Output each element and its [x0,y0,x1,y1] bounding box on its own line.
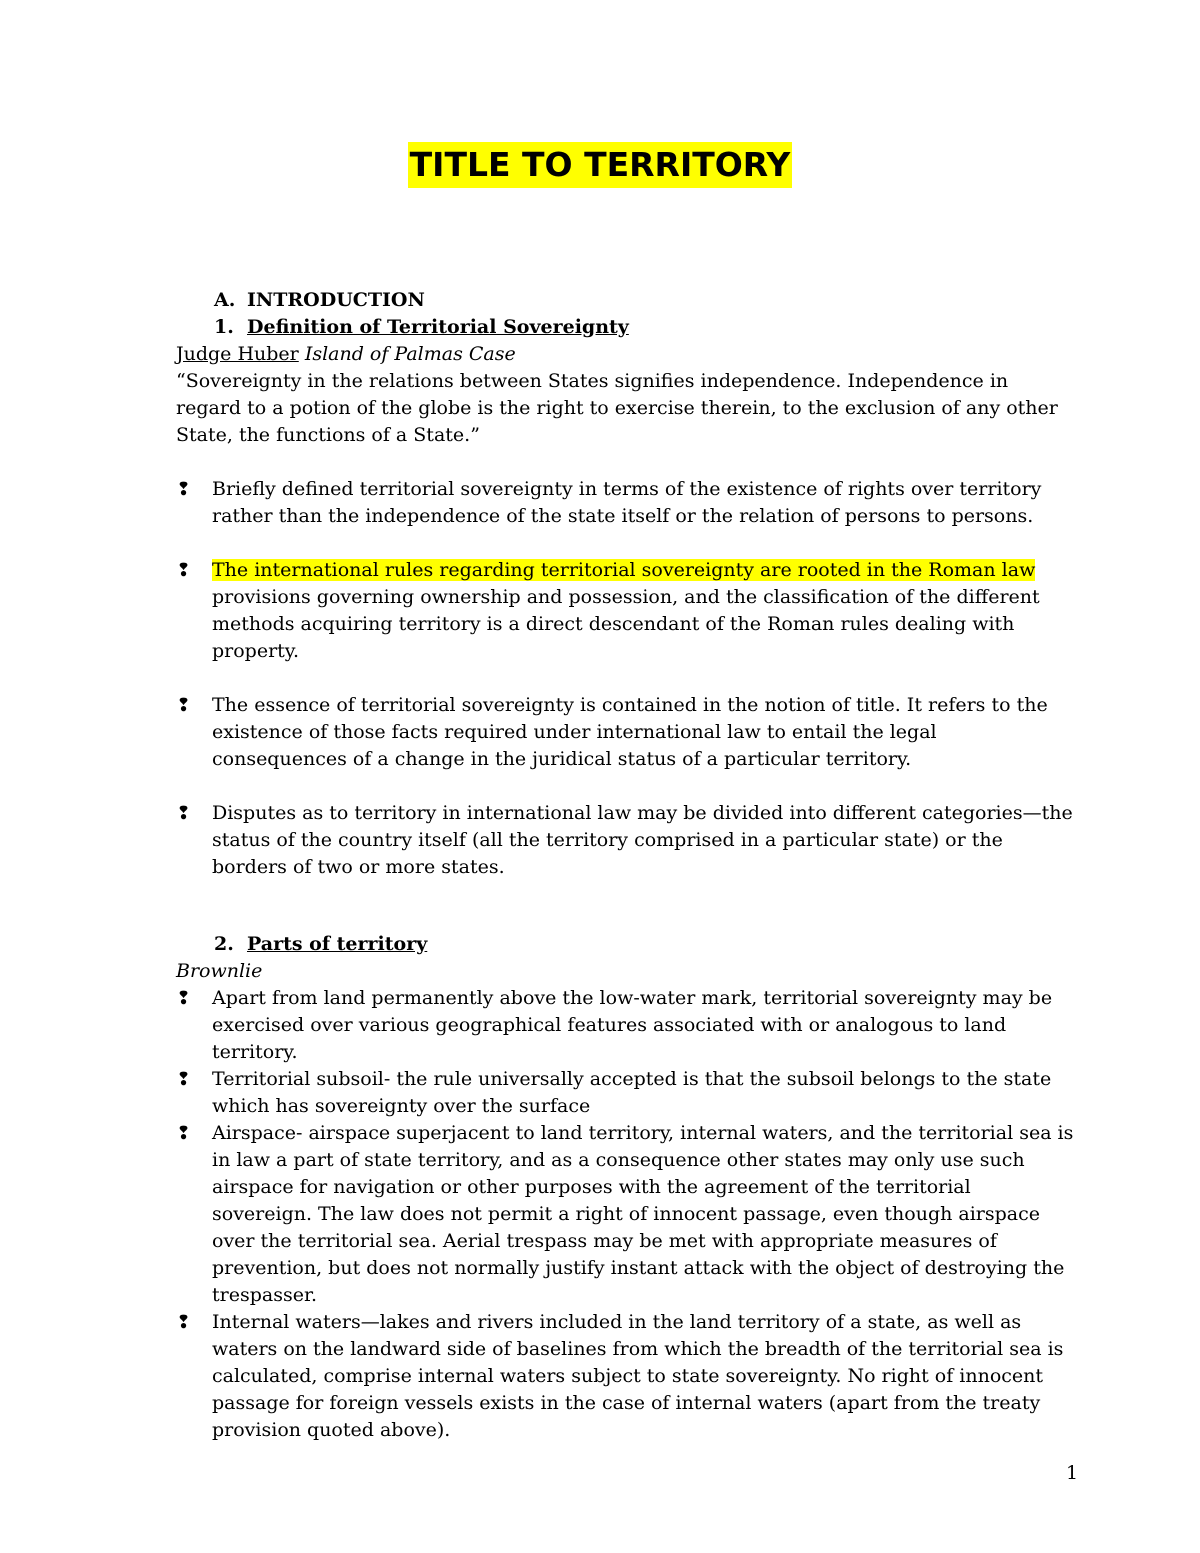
bullet-icon: ❢ [176,560,192,581]
bullet-text: Briefly defined territorial sovereignty in terms of the existence of rights over territory rather than the independence of the state itself or the relation of persons to persons. [212,478,1042,527]
section-a-label: INTRODUCTION [247,289,425,311]
section-2-title: Parts of territory [247,933,428,955]
bullet-text: Territorial subsoil- the rule universally accepted is that the subsoil belongs to the state which has sovereignty over the surface [212,1068,1052,1117]
bullet-text: Disputes as to territory in international law may be divided into different categories—the status of the country itself (all the territory comprised in a particular state) or the borders of two or more states. [212,802,1073,878]
highlighted-text: The international rules regarding territorial sovereignty are rooted in the Roman law [212,559,1036,581]
list-item [176,692,1076,773]
bullet-icon: ❢ [176,1312,192,1333]
bullet-icon: ❢ [176,1069,192,1090]
bullet-text: The essence of territorial sovereignty is contained in the notion of title. It refers to the existence of those facts required under international law to entail the legal consequences of a change in the juridical status of a particular territory. [212,694,1048,770]
page-number: 1 [1066,1462,1079,1484]
section-1-number: 1. [214,316,234,338]
source-author: Judge Huber [176,343,299,365]
section-a-heading [214,287,1076,314]
title-container [0,142,1200,188]
bullet-text: Airspace- airspace superjacent to land territory, internal waters, and the territorial sea is in law a part of state territory, and as a consequence other states may only use such airspace for navigation or other purposes with the agreement of the territorial sovereign. The law does not permit a right of innocent passage, even though airspace over the territorial sea. Aerial trespass may be met with appropriate measures of prevention, but does not normally justify instant attack with the object of destroying the trespasser. [212,1122,1074,1306]
list-item [176,1309,1076,1444]
document-title: TITLE TO TERRITORY [408,142,793,188]
list-item [176,1120,1076,1309]
section-2-heading [214,931,1076,958]
list-item [176,800,1076,881]
bullet-icon: ❢ [176,1123,192,1144]
list-item [176,985,1076,1066]
bullet-text: Apart from land permanently above the low-water mark, territorial sovereignty may be exercised over various geographical features associated with or analogous to land territory. [212,987,1053,1063]
huber-quote: “Sovereignty in the relations between States signifies independence. Independence in regard to a potion of the globe is the right to exercise therein, to the exclusion of any other State, the functions of a State.” [176,370,1058,446]
section-1-title: Definition of Territorial Sovereignty [247,316,629,338]
list-item [176,476,1076,530]
bullet-icon: ❢ [176,479,192,500]
document-body [176,287,1076,1444]
source-case: Island of Palmas Case [304,343,516,365]
list-item [176,1066,1076,1120]
bullet-icon: ❢ [176,988,192,1009]
section-1-source [176,341,1076,368]
bullet-icon: ❢ [176,695,192,716]
section-a-letter: A. [214,289,236,311]
bullet-text: Internal waters—lakes and rivers included in the land territory of a state, as well as waters on the landward side of baselines from which the breadth of the territorial sea is calculated, comprise internal waters subject to state sovereignty. No right of innocent passage for foreign vessels exists in the case of internal waters (apart from the treaty provision quoted above). [212,1311,1064,1441]
bullet-icon: ❢ [176,803,192,824]
list-item [176,557,1076,665]
bullet-text: provisions governing ownership and possession, and the classification of the different methods acquiring territory is a direct descendant of the Roman rules dealing with property. [212,586,1040,662]
section-1-heading [214,314,1076,341]
section-2-source: Brownlie [176,960,263,982]
section-2-number: 2. [214,933,234,955]
